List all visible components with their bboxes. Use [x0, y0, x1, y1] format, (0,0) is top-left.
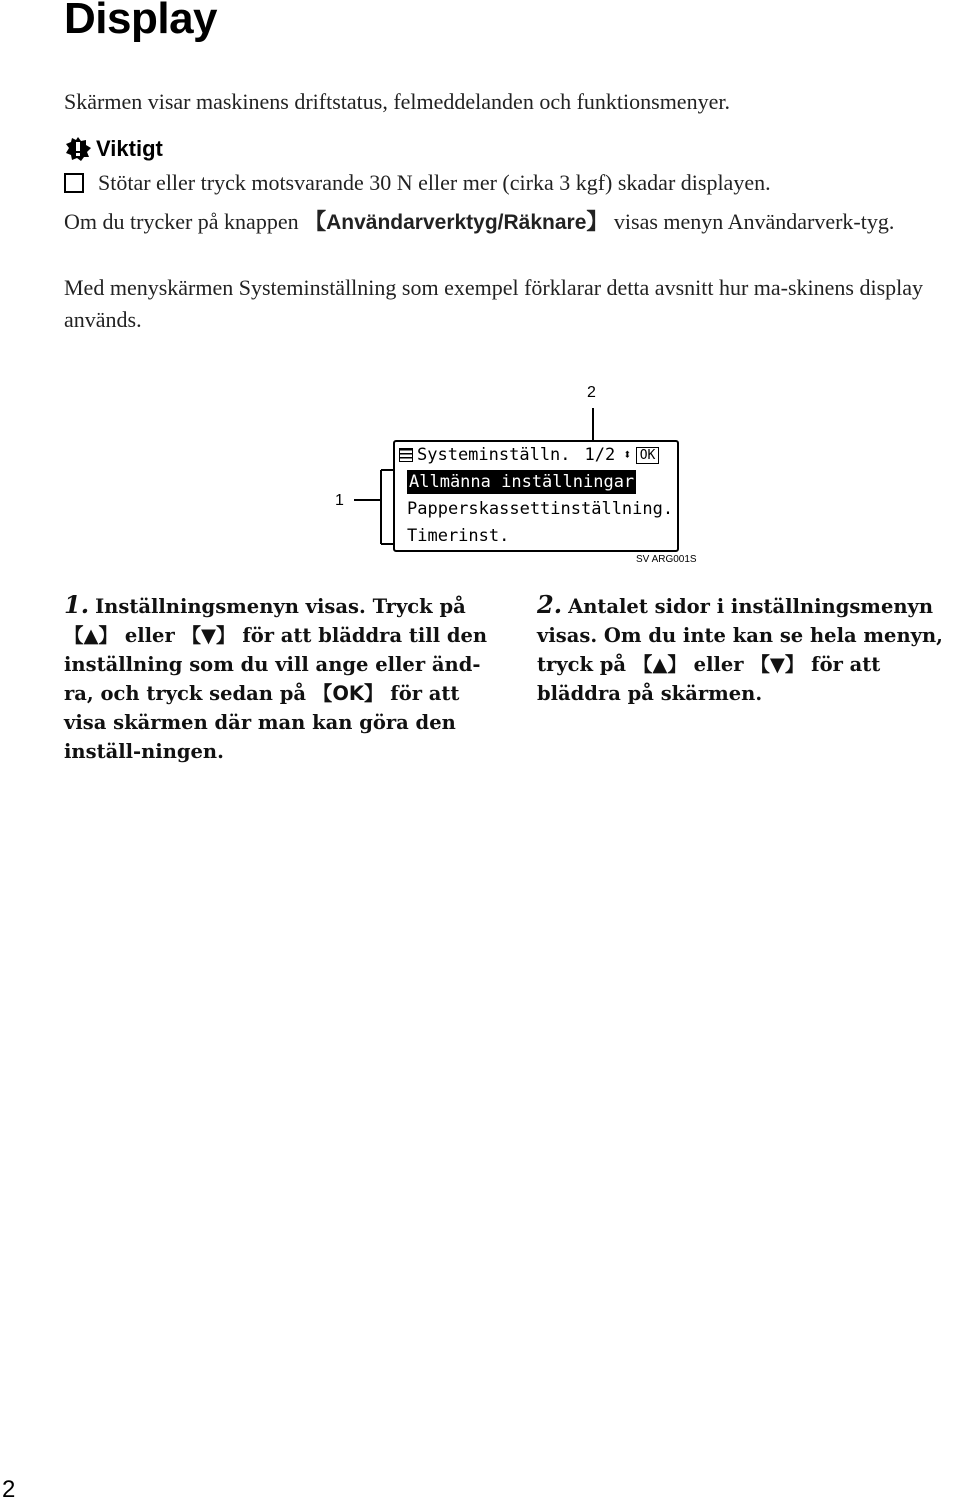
lcd-menu-item[interactable]: Allmänna inställningar	[409, 472, 635, 492]
lcd-menu-item[interactable]: Timerinst.	[407, 526, 510, 546]
callout-1-label: 1	[335, 492, 344, 509]
note-2-text-b: eller	[686, 653, 751, 676]
down-key: 【▼】	[181, 624, 236, 647]
up-key: 【▲】	[632, 653, 687, 676]
note-1-text-b: eller	[118, 624, 182, 647]
note-1-text-c: för att bläddra till den inställning som du vill ange eller änd-ra, och tryck sedan på	[64, 624, 488, 705]
scroll-updown-icon: ⬍	[623, 447, 632, 463]
lcd-page-indicator: 1/2	[584, 445, 616, 465]
intro-paragraph: Skärmen visar maskinens driftstatus, felmeddelanden och funktionsmenyer.	[64, 89, 730, 114]
note-2-text-a: Antalet sidor i inställningsmenyn visas. Om du inte kan se hela menyn, tryck på	[537, 595, 943, 676]
callout-2-label: 2	[587, 384, 596, 401]
page-number: 2	[2, 1476, 16, 1503]
ok-key: 【OK】	[312, 682, 384, 705]
note-2-number: 2.	[537, 590, 563, 619]
key-bracket-close: 】	[586, 210, 609, 235]
example-paragraph: Med menyskärmen Systeminställning som exempel förklarar detta avsnitt hur ma-skinens display används.	[64, 275, 924, 332]
figure-code: SV ARG001S	[636, 554, 697, 565]
usertools-prefix: Om du trycker på knappen	[64, 209, 305, 234]
usertools-key: Användarverktyg/Räknare	[326, 211, 587, 234]
note-1-text-d: för att visa skärmen där man kan göra den inställ-ningen.	[64, 682, 460, 763]
usertools-suffix: visas menyn Användarverk-tyg.	[608, 209, 895, 234]
lcd-screen	[393, 440, 679, 552]
lcd-header	[399, 444, 673, 466]
page-title: Display	[64, 0, 218, 43]
lcd-header-title: Systeminställn.	[417, 445, 571, 465]
note-1	[64, 590, 492, 766]
up-key: 【▲】	[64, 624, 119, 647]
note-1-number: 1.	[64, 590, 90, 619]
note-1-text-a: Inställningsmenyn visas. Tryck på	[95, 595, 466, 618]
note-2	[537, 590, 957, 708]
down-key: 【▼】	[750, 653, 805, 676]
lcd-menu-item[interactable]: Papperskassettinställning.	[407, 499, 674, 519]
lcd-ok-button[interactable]: OK	[636, 447, 660, 464]
warning-text: Stötar eller tryck motsvarande 30 N eller mer (cirka 3 kgf) skadar displayen.	[98, 170, 771, 195]
menu-icon	[399, 448, 413, 462]
note-2-text-c: för att bläddra på skärmen.	[537, 653, 881, 705]
important-label: Viktigt	[96, 136, 163, 161]
key-bracket-open: 【	[304, 210, 327, 235]
